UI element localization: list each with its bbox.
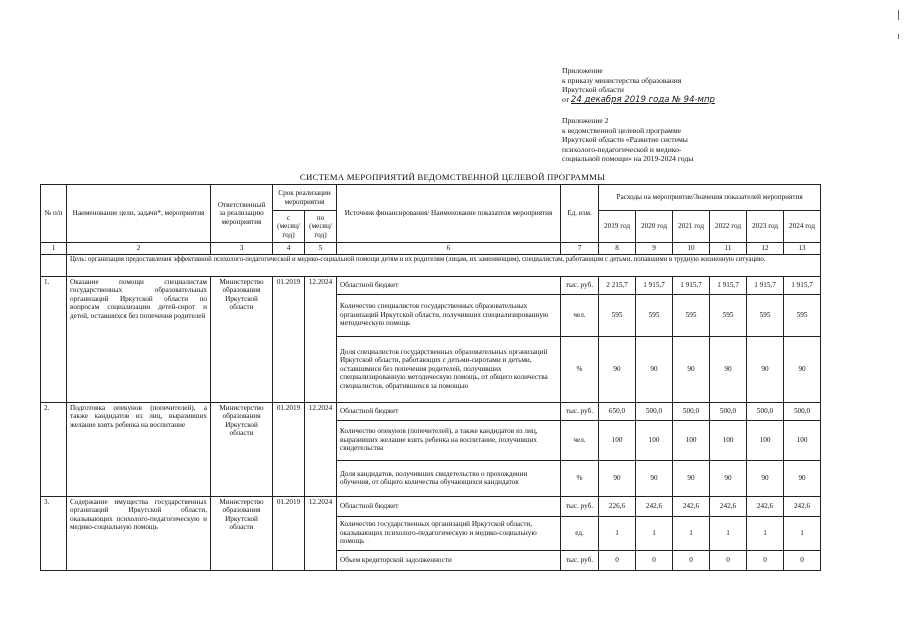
appendix-2-title: Приложение 2 xyxy=(562,116,609,125)
header-period-to: по (месяц/ год) xyxy=(305,211,337,243)
header-unit: Ед. изм. xyxy=(561,185,599,243)
indicator-value: 0 xyxy=(599,550,636,570)
indicator-value: 90 xyxy=(636,460,673,496)
indicator-value: 500,0 xyxy=(636,402,673,420)
indicator-value: 595 xyxy=(784,294,821,336)
indicator-value: 90 xyxy=(784,336,821,402)
indicator-value: 595 xyxy=(636,294,673,336)
indicator-value: 0 xyxy=(673,550,710,570)
indicator-value: 90 xyxy=(747,336,784,402)
activity-name: Содержание имущества государственных организаций Иркутской области, оказывающих психолого-педагогическую и медико-социальную помощь xyxy=(67,496,211,570)
header-period: Срок реализации мероприятия xyxy=(273,185,337,211)
indicator-value: 1 xyxy=(636,516,673,550)
indicator-value: 0 xyxy=(784,550,821,570)
header-responsible: Ответственный за реализацию мероприятия xyxy=(211,185,273,243)
indicator-value: 242,6 xyxy=(710,496,747,516)
indicator-value: 90 xyxy=(599,460,636,496)
column-number: 9 xyxy=(636,243,673,255)
scan-edge-mark xyxy=(898,34,899,39)
column-number: 3 xyxy=(211,243,273,255)
indicator-unit: % xyxy=(561,336,599,402)
indicator-value: 0 xyxy=(747,550,784,570)
indicator-value: 90 xyxy=(710,460,747,496)
appendix-2-line: социальной помощи» на 2019-2024 годы xyxy=(562,154,694,164)
header-year: 2023 год xyxy=(747,211,784,243)
indicator-unit: ед. xyxy=(561,516,599,550)
header-source: Источник финансирования/ Наименование показателя мероприятия xyxy=(337,185,561,243)
column-number: 5 xyxy=(305,243,337,255)
indicator-value: 1 915,7 xyxy=(636,276,673,294)
activity-from: 01.2019 xyxy=(273,402,305,496)
activity-from: 01.2019 xyxy=(273,276,305,402)
goal-text: Цель: организация предоставления эффективной психолого-педагогической и медико-социальной помощи детям и их родителям (лицам, их заменяющим), специалистам, работающим с детьми, попавшими в трудную жизненную ситуацию. xyxy=(67,254,821,276)
indicator-value: 242,6 xyxy=(673,496,710,516)
activity-num: 3. xyxy=(41,496,67,570)
indicator-source: Количество опекунов (попечителей), а также кандидатов из лиц, выразивших желание взять ребенка на воспитание, получивших свидетельства xyxy=(337,420,561,460)
column-number: 8 xyxy=(599,243,636,255)
activity-num: 2. xyxy=(41,402,67,496)
indicator-value: 100 xyxy=(599,420,636,460)
activity-from: 01.2019 xyxy=(273,496,305,570)
indicator-value: 1 915,7 xyxy=(784,276,821,294)
indicator-value: 90 xyxy=(747,460,784,496)
appendix-2-block xyxy=(562,116,693,164)
appendix-2-line: психолого-педагогической и медико- xyxy=(562,144,682,154)
indicator-value: 242,6 xyxy=(784,496,821,516)
activity-responsible: Министерство образования Иркутской области xyxy=(211,276,273,402)
appendix-2-line: Иркутской области «Развитие системы xyxy=(562,135,688,145)
indicator-value: 1 xyxy=(673,516,710,550)
appendix-1-date-line xyxy=(562,95,715,106)
indicator-value: 1 xyxy=(747,516,784,550)
indicator-unit: чел. xyxy=(561,420,599,460)
appendix-1-prefix: от xyxy=(562,94,570,104)
activity-responsible: Министерство образования Иркутской области xyxy=(211,402,273,496)
indicator-value: 500,0 xyxy=(747,402,784,420)
indicator-value: 100 xyxy=(747,420,784,460)
header-year: 2024 год xyxy=(784,211,821,243)
indicator-unit: тыс. руб. xyxy=(561,550,599,570)
activity-responsible: Министерство образования Иркутской области xyxy=(211,496,273,570)
indicator-value: 1 xyxy=(784,516,821,550)
header-year: 2022 год xyxy=(710,211,747,243)
indicator-source: Доля специалистов государственных образовательных организаций Иркутской области, работающих с детьми-сиротами и детьми, оставшимися без попечения родителей, получивших специализированную методическую помощь, от общего количества специалистов, обратившихся за помощью xyxy=(337,336,561,402)
column-number: 13 xyxy=(784,243,821,255)
indicator-value: 1 xyxy=(599,516,636,550)
appendix-1-line: Иркутской области xyxy=(562,85,624,95)
indicator-value: 1 915,7 xyxy=(747,276,784,294)
empty-cell xyxy=(41,254,67,276)
column-number: 12 xyxy=(747,243,784,255)
indicator-value: 0 xyxy=(636,550,673,570)
appendix-2-line: к ведомственной целевой программе xyxy=(562,125,682,135)
indicator-value: 100 xyxy=(636,420,673,460)
column-number: 6 xyxy=(337,243,561,255)
activity-to: 12.2024 xyxy=(305,276,337,402)
indicator-value: 90 xyxy=(636,336,673,402)
scan-edge-mark xyxy=(898,10,899,20)
document-title: СИСТЕМА МЕРОПРИЯТИЙ ВЕДОМСТВЕННОЙ ЦЕЛЕВОЙ ПРОГРАММЫ xyxy=(299,172,606,182)
indicator-unit: чел. xyxy=(561,294,599,336)
indicator-source: Областной бюджет xyxy=(337,402,561,420)
indicator-value: 595 xyxy=(599,294,636,336)
indicator-unit: тыс. руб. xyxy=(561,402,599,420)
header-year: 2020 год xyxy=(636,211,673,243)
column-number: 1 xyxy=(41,243,67,255)
indicator-value: 595 xyxy=(673,294,710,336)
indicator-source: Доля кандидатов, получивших свидетельство о прохождении обучения, от общего количества обучающихся кандидатов xyxy=(337,460,561,496)
program-table xyxy=(40,184,821,571)
indicator-value: 90 xyxy=(673,336,710,402)
indicator-value: 500,0 xyxy=(784,402,821,420)
indicator-value: 90 xyxy=(784,460,821,496)
header-num: № п/п xyxy=(41,185,67,243)
column-number: 7 xyxy=(561,243,599,255)
header-expenses: Расходы на мероприятие/Значения показателей мероприятия xyxy=(599,185,821,211)
column-number: 2 xyxy=(67,243,211,255)
indicator-unit: тыс. руб. xyxy=(561,276,599,294)
activity-num: 1. xyxy=(41,276,67,402)
appendix-1-title: Приложение xyxy=(562,66,603,75)
indicator-value: 100 xyxy=(784,420,821,460)
header-period-from: с (месяц/ год) xyxy=(273,211,305,243)
appendix-1-block xyxy=(562,66,715,105)
column-number: 10 xyxy=(673,243,710,255)
indicator-value: 100 xyxy=(673,420,710,460)
indicator-value: 90 xyxy=(673,460,710,496)
header-year: 2021 год xyxy=(673,211,710,243)
indicator-unit: % xyxy=(561,460,599,496)
column-number: 11 xyxy=(710,243,747,255)
column-number: 4 xyxy=(273,243,305,255)
indicator-value: 595 xyxy=(747,294,784,336)
indicator-unit: тыс. руб. xyxy=(561,496,599,516)
indicator-value: 242,6 xyxy=(636,496,673,516)
indicator-source: Количество государственных организаций Иркутской области, оказывающих психолого-педагогическую и медико-социальную помощь xyxy=(337,516,561,550)
header-year: 2019 год xyxy=(599,211,636,243)
indicator-value: 1 915,7 xyxy=(673,276,710,294)
indicator-value: 500,0 xyxy=(710,402,747,420)
indicator-value: 90 xyxy=(599,336,636,402)
indicator-value: 1 xyxy=(710,516,747,550)
indicator-value: 2 215,7 xyxy=(599,276,636,294)
activity-to: 12.2024 xyxy=(305,402,337,496)
indicator-value: 500,0 xyxy=(673,402,710,420)
indicator-value: 1 915,7 xyxy=(710,276,747,294)
indicator-value: 100 xyxy=(710,420,747,460)
activity-name: Подготовка опекунов (попечителей), а также кандидатов из лиц, выразивших желание взять ребенка на воспитание xyxy=(67,402,211,496)
indicator-value: 650,0 xyxy=(599,402,636,420)
header-name: Наименование цели, задачи*, мероприятия xyxy=(67,185,211,243)
indicator-source: Количество специалистов государственных образовательных организаций Иркутской области, получивших специализированную методическую помощь xyxy=(337,294,561,336)
indicator-value: 595 xyxy=(710,294,747,336)
handwritten-signature: 24 декабря 2019 года № 94-мпр xyxy=(570,94,715,105)
activity-to: 12.2024 xyxy=(305,496,337,570)
indicator-source: Объем кредиторской задолженности xyxy=(337,550,561,570)
activity-name: Оказание помощи специалистам государственных образовательных организаций Иркутской области по вопросам социализации детей-сирот и детей, оставшихся без попечения родителей xyxy=(67,276,211,402)
indicator-source: Областной бюджет xyxy=(337,276,561,294)
indicator-value: 226,6 xyxy=(599,496,636,516)
indicator-source: Областной бюджет xyxy=(337,496,561,516)
indicator-value: 0 xyxy=(710,550,747,570)
indicator-value: 90 xyxy=(710,336,747,402)
indicator-value: 242,6 xyxy=(747,496,784,516)
appendix-1-line: к приказу министерства образования xyxy=(562,75,682,85)
